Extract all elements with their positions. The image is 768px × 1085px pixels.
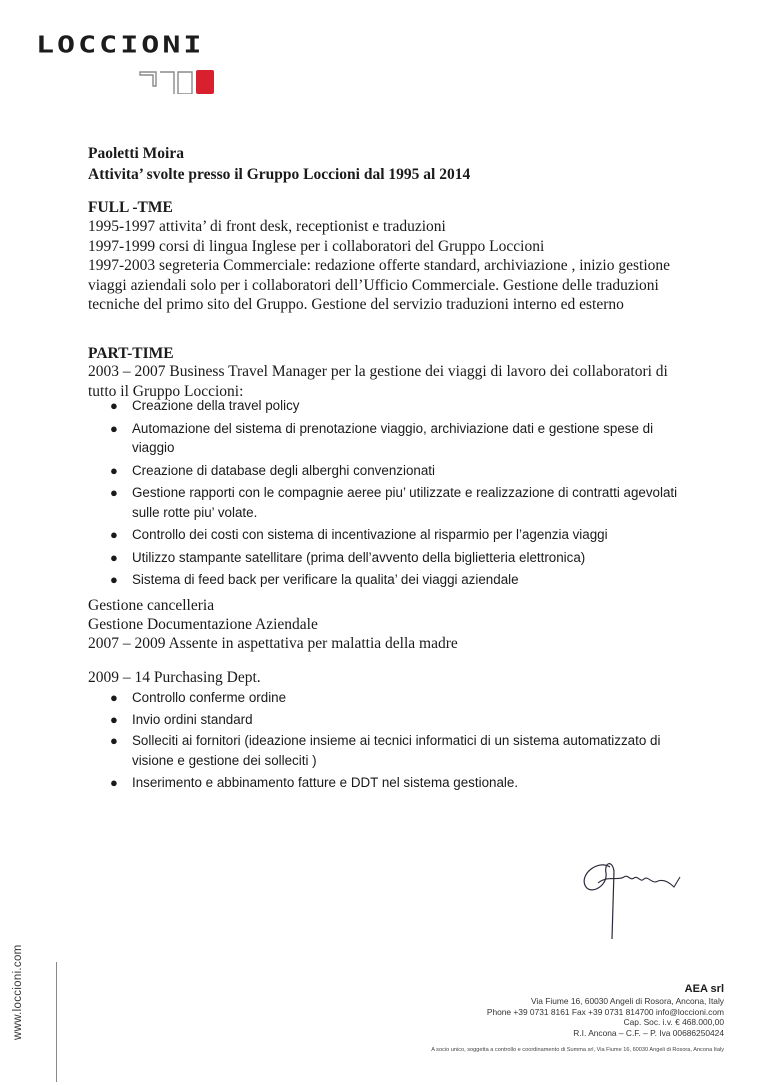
part-time-intro: tutto il Gruppo Loccioni: bbox=[88, 382, 244, 400]
logo-mark-icon bbox=[118, 34, 238, 94]
website-url: www.loccioni.com bbox=[12, 944, 24, 1040]
list-item: ● Invio ordini standard bbox=[106, 710, 686, 730]
list-item: ● Utilizzo stampante satellitare (prima dell’avvento della biglietteria elettronica) bbox=[106, 548, 686, 568]
logo-wordmark: LOCCIONI bbox=[36, 31, 205, 59]
company-footer bbox=[487, 982, 724, 1038]
footer-fine-print: A socio unico, soggetta a controllo e coordinamento di Summa srl, Via Fiume 16, 60030 Angeli di Rosora, Ancona Italy bbox=[431, 1047, 724, 1053]
bullet-icon: ● bbox=[110, 527, 118, 542]
bullet-icon: ● bbox=[110, 398, 118, 413]
full-time-line: 1995-1997 attivita’ di front desk, receptionist e traduzioni bbox=[88, 218, 446, 235]
bullet-icon: ● bbox=[110, 485, 118, 500]
full-time-line: 1997-1999 corsi di lingua Inglese per i collaboratori del Gruppo Loccioni bbox=[88, 237, 545, 255]
purchasing-list bbox=[106, 688, 686, 793]
other-line: 2007 – 2009 Assente in aspettativa per malattia della madre bbox=[88, 635, 458, 652]
footer-registration: R.I. Ancona – C.F. – P. Iva 00686250424 bbox=[573, 1027, 724, 1038]
other-line: Gestione cancelleria bbox=[88, 597, 215, 614]
list-item: ● Creazione di database degli alberghi convenzionati bbox=[106, 461, 686, 481]
company-name: AEA srl bbox=[684, 983, 724, 995]
list-item: ● Controllo conferme ordine bbox=[106, 688, 686, 708]
side-divider bbox=[56, 962, 57, 1082]
purchasing-title: 2009 – 14 Purchasing Dept. bbox=[88, 669, 261, 686]
full-time-line: 1997-2003 segreteria Commerciale: redazione offerte standard, archiviazione , inizio gestione bbox=[88, 257, 671, 274]
bullet-icon: ● bbox=[110, 420, 118, 436]
list-item: ● Automazione del sistema di prenotazione viaggio, archiviazione dati e gestione spese di viaggio bbox=[110, 420, 654, 455]
list-item: ● Gestione rapporti con le compagnie aeree piu’ utilizzate e realizzazione di contratti agevolati sulle rotte piu’ volate. bbox=[110, 485, 678, 520]
bullet-icon: ● bbox=[110, 690, 118, 705]
part-time-title: PART-TIME bbox=[88, 345, 174, 362]
footer-capital: Cap. Soc. i.v. € 468.000,00 bbox=[623, 1017, 724, 1027]
full-time-line: tecniche del primo sito del Gruppo. Gestione del servizio traduzioni interno ed esterno bbox=[88, 296, 624, 313]
list-item: ● Controllo dei costi con sistema di incentivazione al risparmio per l’agenzia viaggi bbox=[106, 525, 686, 545]
part-time-intro: 2003 – 2007 Business Travel Manager per la gestione dei viaggi di lavoro dei collaboratori di bbox=[88, 363, 668, 380]
other-line: Gestione Documentazione Aziendale bbox=[88, 616, 318, 633]
list-item: ● Creazione della travel policy bbox=[106, 396, 686, 416]
bullet-icon: ● bbox=[110, 462, 118, 478]
part-time-list bbox=[106, 396, 686, 590]
list-item: ● Inserimento e abbinamento fatture e DDT nel sistema gestionale. bbox=[106, 773, 686, 793]
full-time-line: viaggi aziendali solo per i collaboratori dell’Ufficio Commerciale. Gestione delle traduzioni bbox=[88, 276, 659, 294]
list-item: ● Sistema di feed back per verificare la qualita’ dei viaggi aziendale bbox=[106, 570, 686, 590]
full-time-title: FULL -TME bbox=[88, 199, 173, 216]
signature-icon bbox=[568, 853, 688, 943]
footer-address: Via Fiume 16, 60030 Angeli di Rosora, Ancona, Italy bbox=[530, 996, 724, 1006]
bullet-icon: ● bbox=[110, 549, 118, 565]
list-item: ● Solleciti ai fornitori (ideazione insieme ai tecnici informatici di un sistema automatizzato di visione e gestione dei solleciti ) bbox=[110, 733, 661, 768]
employee-name: Paoletti Moira bbox=[88, 145, 184, 162]
footer-contact: Phone +39 0731 8161 Fax +39 0731 814700 info@loccioni.com bbox=[486, 1006, 724, 1017]
bullet-icon: ● bbox=[110, 733, 118, 748]
bullet-icon: ● bbox=[110, 775, 118, 790]
document-subtitle: Attivita’ svolte presso il Gruppo Loccioni dal 1995 al 2014 bbox=[88, 166, 471, 183]
bullet-icon: ● bbox=[110, 711, 118, 727]
bullet-icon: ● bbox=[110, 572, 118, 587]
